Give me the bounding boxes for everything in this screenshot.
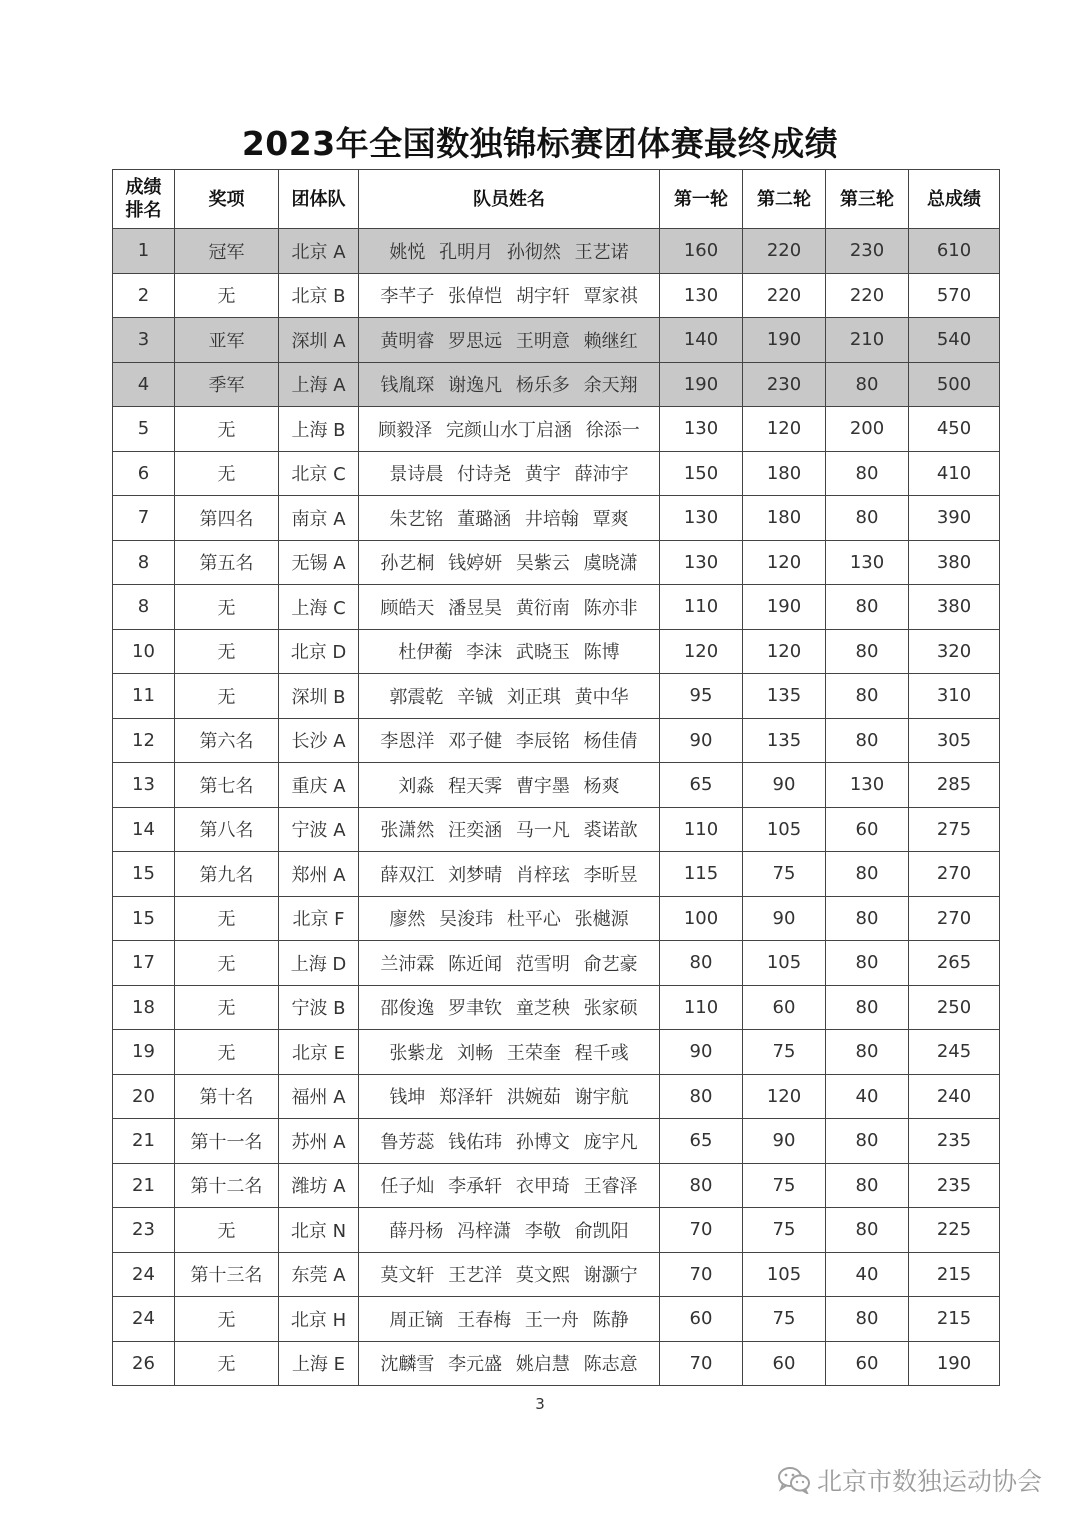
- rank-cell: 11: [113, 674, 175, 719]
- members-cell: 沈麟雪 李元盛 姚启慧 陈志意: [359, 1341, 660, 1386]
- round2-cell: 105: [743, 1252, 826, 1297]
- round2-cell: 60: [743, 985, 826, 1030]
- award-cell: 无: [175, 1341, 279, 1386]
- team-cell: 北京 H: [279, 1297, 359, 1342]
- award-cell: 无: [175, 1030, 279, 1075]
- round3-cell: 80: [826, 718, 909, 763]
- team-cell: 重庆 A: [279, 763, 359, 808]
- watermark-text: 北京市数独运动协会: [816, 1467, 1042, 1496]
- total-cell: 245: [909, 1030, 1000, 1075]
- header-rank: [113, 170, 175, 229]
- team-cell: 郑州 A: [279, 852, 359, 897]
- rank-cell: 8: [113, 585, 175, 630]
- rank-cell: 4: [113, 362, 175, 407]
- rank-cell: 18: [113, 985, 175, 1030]
- total-cell: 305: [909, 718, 1000, 763]
- round3-cell: 210: [826, 318, 909, 363]
- table-row: [113, 1119, 1000, 1164]
- table-row: [113, 585, 1000, 630]
- team-cell: 上海 E: [279, 1341, 359, 1386]
- members-cell: 朱艺铭 董璐涵 井培翰 覃爽: [359, 496, 660, 541]
- members-cell: 景诗晨 付诗尧 黄宇 薛沛宇: [359, 451, 660, 496]
- team-cell: 北京 F: [279, 896, 359, 941]
- round3-cell: 80: [826, 1163, 909, 1208]
- members-cell: 郭震乾 辛铖 刘正琪 黄中华: [359, 674, 660, 719]
- members-cell: 薛丹杨 冯梓潇 李敬 俞凯阳: [359, 1208, 660, 1253]
- total-cell: 225: [909, 1208, 1000, 1253]
- rank-cell: 8: [113, 540, 175, 585]
- award-cell: 第九名: [175, 852, 279, 897]
- round3-cell: 130: [826, 540, 909, 585]
- team-cell: 上海 A: [279, 362, 359, 407]
- table-row: [113, 407, 1000, 452]
- total-cell: 240: [909, 1074, 1000, 1119]
- table-row: [113, 674, 1000, 719]
- total-cell: 250: [909, 985, 1000, 1030]
- team-cell: 长沙 A: [279, 718, 359, 763]
- rank-cell: 1: [113, 229, 175, 274]
- round3-cell: 200: [826, 407, 909, 452]
- team-cell: 潍坊 A: [279, 1163, 359, 1208]
- round3-cell: 230: [826, 229, 909, 274]
- round2-cell: 75: [743, 1208, 826, 1253]
- table-row: [113, 318, 1000, 363]
- rank-cell: 5: [113, 407, 175, 452]
- round1-cell: 60: [660, 1297, 743, 1342]
- total-cell: 235: [909, 1119, 1000, 1164]
- round2-cell: 105: [743, 807, 826, 852]
- team-cell: 无锡 A: [279, 540, 359, 585]
- members-cell: 张潇然 汪奕涵 马一凡 裘诺歆: [359, 807, 660, 852]
- table-row: [113, 1074, 1000, 1119]
- team-cell: 南京 A: [279, 496, 359, 541]
- round2-cell: 230: [743, 362, 826, 407]
- team-cell: 北京 D: [279, 629, 359, 674]
- rank-cell: 24: [113, 1297, 175, 1342]
- members-cell: 姚悦 孔明月 孙彻然 王艺诺: [359, 229, 660, 274]
- total-cell: 540: [909, 318, 1000, 363]
- award-cell: 第十二名: [175, 1163, 279, 1208]
- award-cell: 第十一名: [175, 1119, 279, 1164]
- rank-cell: 21: [113, 1163, 175, 1208]
- round2-cell: 190: [743, 585, 826, 630]
- round2-cell: 60: [743, 1341, 826, 1386]
- members-cell: 钱胤琛 谢逸凡 杨乐多 余天翔: [359, 362, 660, 407]
- members-cell: 杜伊蘅 李沫 武晓玉 陈博: [359, 629, 660, 674]
- members-cell: 黄明睿 罗思远 王明意 赖继红: [359, 318, 660, 363]
- round2-cell: 220: [743, 273, 826, 318]
- round2-cell: 220: [743, 229, 826, 274]
- header-members: 队员姓名: [359, 170, 660, 229]
- table-row: [113, 985, 1000, 1030]
- members-cell: 兰沛霖 陈近闻 范雪明 俞艺豪: [359, 941, 660, 986]
- rank-cell: 2: [113, 273, 175, 318]
- award-cell: 第十三名: [175, 1252, 279, 1297]
- round3-cell: 40: [826, 1074, 909, 1119]
- round2-cell: 75: [743, 1163, 826, 1208]
- table-row: [113, 451, 1000, 496]
- round1-cell: 90: [660, 718, 743, 763]
- round1-cell: 130: [660, 273, 743, 318]
- round1-cell: 80: [660, 941, 743, 986]
- total-cell: 310: [909, 674, 1000, 719]
- round3-cell: 80: [826, 496, 909, 541]
- round2-cell: 135: [743, 718, 826, 763]
- table-row: [113, 718, 1000, 763]
- rank-cell: 19: [113, 1030, 175, 1075]
- members-cell: 邵俊逸 罗聿钦 童芝秧 张家硕: [359, 985, 660, 1030]
- award-cell: 第七名: [175, 763, 279, 808]
- round3-cell: 80: [826, 1030, 909, 1075]
- members-cell: 李芊子 张倬恺 胡宇轩 覃家祺: [359, 273, 660, 318]
- award-cell: 无: [175, 451, 279, 496]
- round3-cell: 40: [826, 1252, 909, 1297]
- table-row: [113, 496, 1000, 541]
- header-total: 总成绩: [909, 170, 1000, 229]
- round1-cell: 160: [660, 229, 743, 274]
- rank-cell: 6: [113, 451, 175, 496]
- members-cell: 薛双江 刘梦晴 肖梓玹 李昕昱: [359, 852, 660, 897]
- total-cell: 450: [909, 407, 1000, 452]
- round1-cell: 95: [660, 674, 743, 719]
- award-cell: 无: [175, 585, 279, 630]
- round2-cell: 75: [743, 1030, 826, 1075]
- round1-cell: 140: [660, 318, 743, 363]
- team-cell: 上海 C: [279, 585, 359, 630]
- round2-cell: 90: [743, 896, 826, 941]
- round2-cell: 120: [743, 540, 826, 585]
- award-cell: 无: [175, 985, 279, 1030]
- round1-cell: 150: [660, 451, 743, 496]
- round2-cell: 120: [743, 629, 826, 674]
- award-cell: 无: [175, 896, 279, 941]
- rank-cell: 13: [113, 763, 175, 808]
- award-cell: 亚军: [175, 318, 279, 363]
- rank-cell: 17: [113, 941, 175, 986]
- award-cell: 第八名: [175, 807, 279, 852]
- round3-cell: 80: [826, 1208, 909, 1253]
- round3-cell: 80: [826, 985, 909, 1030]
- total-cell: 610: [909, 229, 1000, 274]
- round2-cell: 90: [743, 763, 826, 808]
- header-award: 奖项: [175, 170, 279, 229]
- total-cell: 390: [909, 496, 1000, 541]
- table-row: [113, 763, 1000, 808]
- team-cell: 宁波 B: [279, 985, 359, 1030]
- team-cell: 上海 B: [279, 407, 359, 452]
- table-row: [113, 1163, 1000, 1208]
- table-row: [113, 941, 1000, 986]
- header-round1: 第一轮: [660, 170, 743, 229]
- members-cell: 周正镝 王春梅 王一舟 陈静: [359, 1297, 660, 1342]
- header-rank-line2: 排名: [125, 200, 162, 221]
- round1-cell: 110: [660, 585, 743, 630]
- table-row: [113, 807, 1000, 852]
- team-cell: 北京 B: [279, 273, 359, 318]
- round1-cell: 130: [660, 407, 743, 452]
- watermark: [777, 1462, 1042, 1498]
- rank-cell: 3: [113, 318, 175, 363]
- round2-cell: 120: [743, 407, 826, 452]
- table-row: [113, 896, 1000, 941]
- total-cell: 380: [909, 585, 1000, 630]
- table-row: [113, 629, 1000, 674]
- round3-cell: 60: [826, 807, 909, 852]
- round1-cell: 110: [660, 807, 743, 852]
- award-cell: 冠军: [175, 229, 279, 274]
- round3-cell: 80: [826, 941, 909, 986]
- header-team: 团体队: [279, 170, 359, 229]
- total-cell: 570: [909, 273, 1000, 318]
- total-cell: 190: [909, 1341, 1000, 1386]
- table-row: [113, 362, 1000, 407]
- round3-cell: 130: [826, 763, 909, 808]
- round3-cell: 80: [826, 1297, 909, 1342]
- round3-cell: 80: [826, 1119, 909, 1164]
- total-cell: 380: [909, 540, 1000, 585]
- award-cell: 第六名: [175, 718, 279, 763]
- round2-cell: 120: [743, 1074, 826, 1119]
- round1-cell: 65: [660, 1119, 743, 1164]
- rank-cell: 24: [113, 1252, 175, 1297]
- table-row: [113, 1030, 1000, 1075]
- table-row: [113, 540, 1000, 585]
- round1-cell: 120: [660, 629, 743, 674]
- round1-cell: 100: [660, 896, 743, 941]
- total-cell: 235: [909, 1163, 1000, 1208]
- round1-cell: 70: [660, 1252, 743, 1297]
- total-cell: 275: [909, 807, 1000, 852]
- award-cell: 第五名: [175, 540, 279, 585]
- rank-cell: 7: [113, 496, 175, 541]
- award-cell: 无: [175, 941, 279, 986]
- round2-cell: 75: [743, 852, 826, 897]
- page-title: 2023年全国数独锦标赛团体赛最终成绩: [241, 124, 839, 163]
- table-row: [113, 1208, 1000, 1253]
- table-row: [113, 1252, 1000, 1297]
- round2-cell: 180: [743, 496, 826, 541]
- round1-cell: 80: [660, 1163, 743, 1208]
- rank-cell: 15: [113, 896, 175, 941]
- rank-cell: 21: [113, 1119, 175, 1164]
- team-cell: 北京 N: [279, 1208, 359, 1253]
- members-cell: 张紫龙 刘畅 王荣奎 程千彧: [359, 1030, 660, 1075]
- team-cell: 宁波 A: [279, 807, 359, 852]
- award-cell: 第四名: [175, 496, 279, 541]
- award-cell: 无: [175, 629, 279, 674]
- team-cell: 北京 A: [279, 229, 359, 274]
- total-cell: 270: [909, 896, 1000, 941]
- total-cell: 215: [909, 1252, 1000, 1297]
- table-row: [113, 852, 1000, 897]
- members-cell: 李恩洋 邓子健 李辰铭 杨佳倩: [359, 718, 660, 763]
- rank-cell: 10: [113, 629, 175, 674]
- header-round2: 第二轮: [743, 170, 826, 229]
- round3-cell: 80: [826, 674, 909, 719]
- team-cell: 深圳 A: [279, 318, 359, 363]
- rank-cell: 23: [113, 1208, 175, 1253]
- team-cell: 福州 A: [279, 1074, 359, 1119]
- round1-cell: 70: [660, 1208, 743, 1253]
- rank-cell: 20: [113, 1074, 175, 1119]
- round2-cell: 105: [743, 941, 826, 986]
- round3-cell: 80: [826, 896, 909, 941]
- round1-cell: 190: [660, 362, 743, 407]
- table-row: [113, 1341, 1000, 1386]
- table-row: [113, 273, 1000, 318]
- members-cell: 廖然 吴浚玮 杜平心 张樾源: [359, 896, 660, 941]
- wechat-icon: [777, 1466, 811, 1494]
- round2-cell: 135: [743, 674, 826, 719]
- round1-cell: 70: [660, 1341, 743, 1386]
- round3-cell: 80: [826, 852, 909, 897]
- header-rank-line1: 成绩: [125, 177, 162, 198]
- page-number: 3: [535, 1395, 545, 1413]
- team-cell: 深圳 B: [279, 674, 359, 719]
- members-cell: 顾皓天 潘昱昊 黄衍南 陈亦非: [359, 585, 660, 630]
- round1-cell: 65: [660, 763, 743, 808]
- team-cell: 苏州 A: [279, 1119, 359, 1164]
- members-cell: 钱坤 郑泽轩 洪婉茹 谢宇航: [359, 1074, 660, 1119]
- round3-cell: 80: [826, 451, 909, 496]
- total-cell: 215: [909, 1297, 1000, 1342]
- round2-cell: 90: [743, 1119, 826, 1164]
- team-cell: 东莞 A: [279, 1252, 359, 1297]
- round1-cell: 90: [660, 1030, 743, 1075]
- rank-cell: 26: [113, 1341, 175, 1386]
- award-cell: 无: [175, 674, 279, 719]
- round1-cell: 110: [660, 985, 743, 1030]
- award-cell: 无: [175, 1297, 279, 1342]
- team-cell: 北京 E: [279, 1030, 359, 1075]
- header-row: [113, 170, 1000, 229]
- total-cell: 500: [909, 362, 1000, 407]
- header-round3: 第三轮: [826, 170, 909, 229]
- award-cell: 无: [175, 1208, 279, 1253]
- total-cell: 410: [909, 451, 1000, 496]
- round3-cell: 220: [826, 273, 909, 318]
- members-cell: 任子灿 李承轩 衣甲琦 王睿泽: [359, 1163, 660, 1208]
- total-cell: 285: [909, 763, 1000, 808]
- members-cell: 鲁芳蕊 钱佑玮 孙博文 庞宇凡: [359, 1119, 660, 1164]
- table-row: [113, 229, 1000, 274]
- members-cell: 顾毅泽 完颜山水丁启涵 徐添一: [359, 407, 660, 452]
- award-cell: 季军: [175, 362, 279, 407]
- round3-cell: 60: [826, 1341, 909, 1386]
- round3-cell: 80: [826, 362, 909, 407]
- results-body: [113, 229, 1000, 1386]
- total-cell: 270: [909, 852, 1000, 897]
- round3-cell: 80: [826, 585, 909, 630]
- team-cell: 上海 D: [279, 941, 359, 986]
- award-cell: 无: [175, 273, 279, 318]
- results-table: [112, 169, 1000, 1386]
- round1-cell: 130: [660, 540, 743, 585]
- team-cell: 北京 C: [279, 451, 359, 496]
- award-cell: 第十名: [175, 1074, 279, 1119]
- rank-cell: 15: [113, 852, 175, 897]
- round2-cell: 190: [743, 318, 826, 363]
- round2-cell: 180: [743, 451, 826, 496]
- members-cell: 刘淼 程天霁 曹宇墨 杨爽: [359, 763, 660, 808]
- total-cell: 265: [909, 941, 1000, 986]
- rank-cell: 12: [113, 718, 175, 763]
- members-cell: 孙艺桐 钱婷妍 吴紫云 虞晓潇: [359, 540, 660, 585]
- round1-cell: 130: [660, 496, 743, 541]
- table-row: [113, 1297, 1000, 1342]
- round2-cell: 75: [743, 1297, 826, 1342]
- total-cell: 320: [909, 629, 1000, 674]
- round1-cell: 115: [660, 852, 743, 897]
- members-cell: 莫文轩 王艺洋 莫文熙 谢灏宁: [359, 1252, 660, 1297]
- award-cell: 无: [175, 407, 279, 452]
- round3-cell: 80: [826, 629, 909, 674]
- rank-cell: 14: [113, 807, 175, 852]
- round1-cell: 80: [660, 1074, 743, 1119]
